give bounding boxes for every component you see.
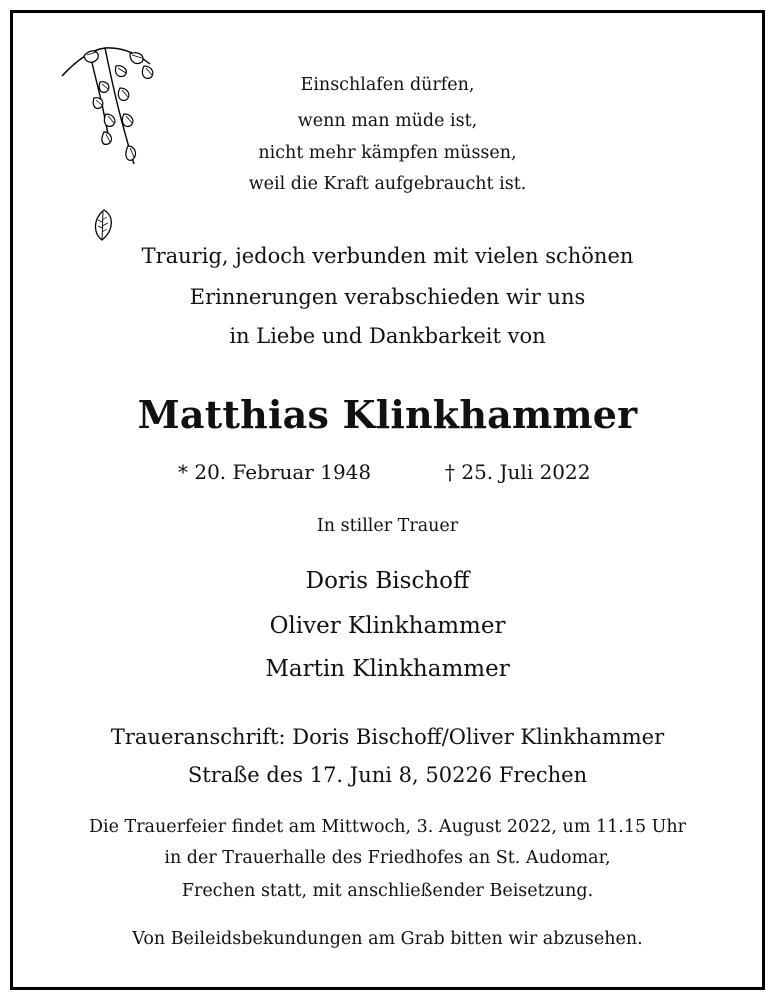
deceased-name: Matthias Klinkhammer bbox=[137, 392, 638, 437]
falling-leaf-illustration bbox=[90, 208, 118, 244]
intro-line: Erinnerungen verabschieden wir uns bbox=[189, 285, 586, 309]
birth-date: * 20. Februar 1948 bbox=[178, 460, 372, 484]
mourner-name: Doris Bischoff bbox=[305, 568, 470, 594]
mourning-address-line: Straße des 17. Juni 8, 50226 Frechen bbox=[187, 763, 588, 787]
mourning-address-line: Traueranschrift: Doris Bischoff/Oliver Klinkhammer bbox=[110, 725, 665, 749]
ceremony-line: in der Trauerhalle des Friedhofes an St. Audomar, bbox=[164, 848, 611, 868]
poem-line: nicht mehr kämpfen müssen, bbox=[258, 143, 517, 163]
intro-line: Traurig, jedoch verbunden mit vielen schönen bbox=[141, 244, 634, 268]
death-date: † 25. Juli 2022 bbox=[445, 460, 591, 484]
intro-line: in Liebe und Dankbarkeit von bbox=[229, 324, 546, 348]
ceremony-line: Frechen statt, mit anschließender Beisetzung. bbox=[181, 881, 594, 901]
mourner-name: Martin Klinkhammer bbox=[265, 656, 510, 682]
mourning-heading: In stiller Trauer bbox=[316, 516, 459, 536]
poem-line: Einschlafen dürfen, bbox=[300, 75, 475, 95]
closing-note: Von Beileidsbekundungen am Grab bitten wir abzusehen. bbox=[132, 929, 643, 949]
ceremony-line: Die Trauerfeier findet am Mittwoch, 3. August 2022, um 11.15 Uhr bbox=[88, 817, 687, 837]
poem-line: wenn man müde ist, bbox=[297, 111, 478, 131]
poem-line: weil die Kraft aufgebraucht ist. bbox=[248, 174, 527, 194]
mourner-name: Oliver Klinkhammer bbox=[269, 613, 506, 639]
